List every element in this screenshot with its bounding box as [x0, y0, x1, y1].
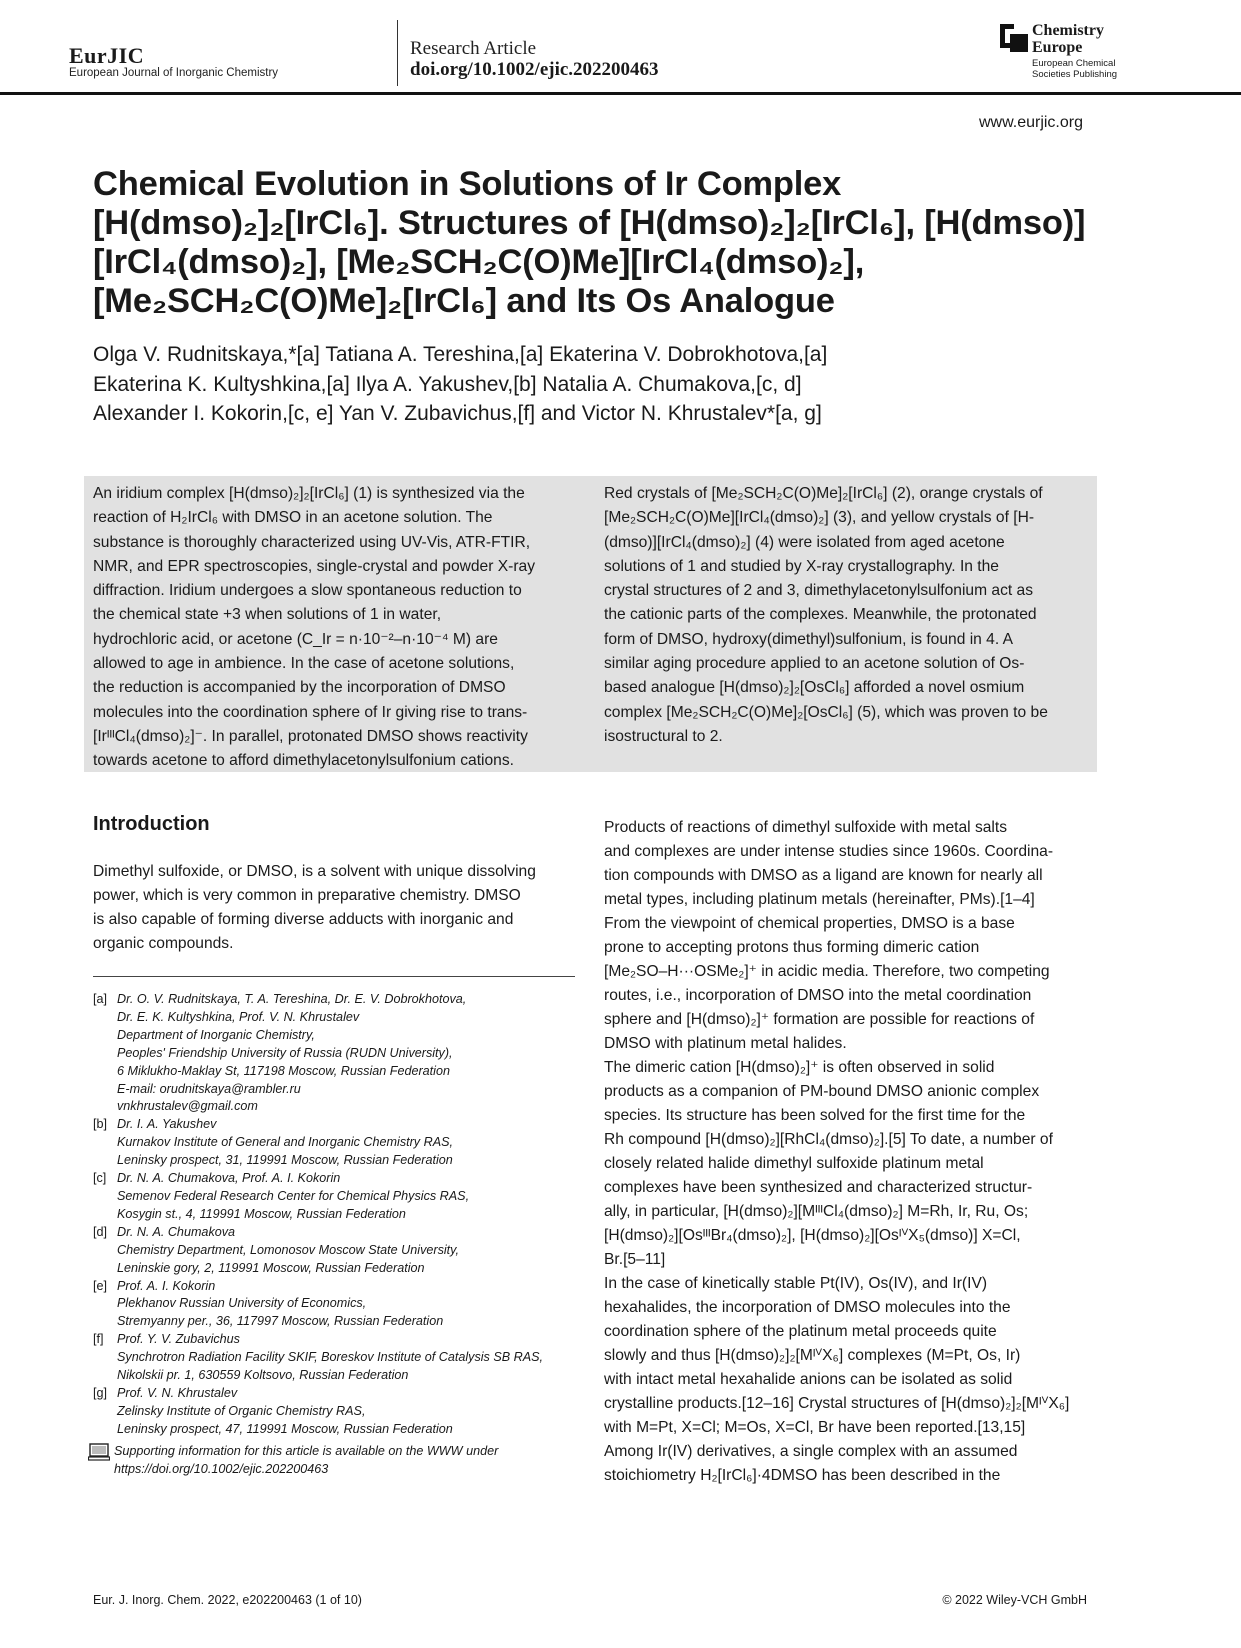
journal-website-link[interactable]: www.eurjic.org [978, 114, 1083, 131]
section-heading-introduction: Introduction [93, 813, 210, 835]
author-line: Olga V. Rudnitskaya,*[a] Tatiana A. Tereshina,[a] Ekaterina V. Dobrokhotova,[a] [93, 343, 828, 366]
journal-short-name: EurJIC [69, 43, 145, 68]
abstract-right-column: Red crystals of [Me₂SCH₂C(O)Me]₂[IrCl₆] (2), orange crystals of [Me₂SCH₂C(O)Me][IrCl₄(dmso)₂] (3), and yellow crystals of [H- (dmso)][IrCl₄(dmso)₂] (4) were isolated from aged acetone solutions of 1 and studied by X-ray crystallography. In the crystal structures of 2 and 3, dimethylacetonylsulfonium act as the cationic parts of the complexes. Meanwhile, the protonated form of DMSO, hydroxy(dimethyl)sulfonium, is found in 4. A similar aging procedure applied to an acetone solution of Os- based analogue [H(dmso)₂]₂[OsCl₆] afforded a novel osmium complex [Me₂SCH₂C(O)Me]₂[OsCl₆] (5), which was proven to be isostructural to 2. [604, 485, 1048, 745]
affiliation-item: [b] Dr. I. A. Yakushev Kurnakov Institute of General and Inorganic Chemistry RAS, Leninsky prospect, 31, 119991 Moscow, Russian Federation [93, 1117, 453, 1168]
supporting-info-text[interactable]: Supporting information for this article is available on the WWW under https://doi.org/10.1002/ejic.202200463 [114, 1444, 499, 1476]
article-title: Chemical Evolution in Solutions of Ir Complex [H(dmso)₂]₂[IrCl₆]. Structures of [H(dmso)₂]₂[IrCl₆], [H(dmso)][IrCl₄(dmso)₂], [Me₂SCH₂C(O)Me][IrCl₄(dmso)₂], [Me₂SCH₂C(O)Me]₂[IrCl₆] and Its Os Analogue [93, 165, 1086, 320]
author-line: Alexander I. Kokorin,[c, e] Yan V. Zubavichus,[f] and Victor N. Khrustalev*[a, g] [93, 402, 822, 425]
affiliation-item: [a] Dr. O. V. Rudnitskaya, T. A. Tereshina, Dr. E. V. Dobrokhotova, Dr. E. K. Kultyshkina, Prof. V. N. Khrustalev Department of Inorganic Chemistry, Peoples' Friendship University of Russia (RUDN University), 6 Miklukho-Maklay St, 117198 Moscow, Russian Federation E-mail: orudnitskaya@rambler.ru vnkhrustalev@gmail.com [93, 992, 467, 1114]
publisher-logo [1000, 22, 1140, 84]
affiliation-item: [f] Prof. Y. V. Zubavichus Synchrotron Radiation Facility SKIF, Boreskov Institute of Catalysis SB RAS, Nikolskii pr. 1, 630559 Koltsovo, Russian Federation [93, 1332, 544, 1383]
footnote-separator [93, 976, 575, 977]
journal-full-name: European Journal of Inorganic Chemistry [69, 67, 279, 79]
author-list [93, 340, 1093, 429]
header-rule [0, 92, 1241, 95]
supporting-info-note [88, 1443, 580, 1479]
doi-link[interactable]: doi.org/10.1002/ejic.202200463 [410, 59, 659, 80]
affiliation-item: [c] Dr. N. A. Chumakova, Prof. A. I. Kokorin Semenov Federal Research Center for Chemical Physics RAS, Kosygin st., 4, 119991 Moscow, Russian Federation [93, 1171, 470, 1221]
intro-paragraph: Dimethyl sulfoxide, or DMSO, is a solvent with unique dissolving power, which is very common in preparative chemistry. DMSO is also capable of forming diverse adducts with inorganic and organic compounds. [93, 863, 536, 952]
publisher-name: Chemistry Europe [1032, 22, 1104, 56]
affiliations [93, 991, 583, 1439]
footer-citation: Eur. J. Inorg. Chem. 2022, e202200463 (1 of 10) [93, 1593, 362, 1607]
abstract-left-column: An iridium complex [H(dmso)₂]₂[IrCl₆] (1) is synthesized via the reaction of H₂IrCl₆ with DMSO in an acetone solution. The substance is thoroughly characterized using UV-Vis, ATR-FTIR, NMR, and EPR spectroscopies, single-crystal and powder X-ray diffraction. Iridium undergoes a slow spontaneous reduction to the chemical state +3 when solutions of 1 in water, hydrochloric acid, or acetone (C_Ir = n·10⁻²–n·10⁻⁴ M) are allowed to age in ambience. In the case of acetone solutions, the reduction is accompanied by the incorporation of DMSO molecules into the coordination sphere of Ir giving rise to trans- [IrᴵᴵᴵCl₄(dmso)₂]⁻. In parallel, protonated DMSO shows reactivity towards acetone to afford dimethylacetonylsulfonium cations. [93, 485, 536, 770]
affiliation-item: [e] Prof. A. I. Kokorin Plekhanov Russian University of Economics, Stremyanny per., 36, 117997 Moscow, Russian Federation [93, 1278, 444, 1329]
affiliation-item: [d] Dr. N. A. Chumakova Chemistry Department, Lomonosov Moscow State University, Leninskie gory, 2, 119991 Moscow, Russian Federation [93, 1224, 460, 1275]
affiliation-item: [g] Prof. V. N. Khrustalev Zelinsky Institute of Organic Chemistry RAS, Leninsky prospect, 47, 119991 Moscow, Russian Federation [93, 1385, 453, 1436]
chemistry-europe-logo-icon [1000, 24, 1030, 54]
computer-icon [88, 1443, 114, 1479]
author-line: Ekaterina K. Kultyshkina,[a] Ilya A. Yakushev,[b] Natalia A. Chumakova,[c, d] [93, 372, 802, 396]
intro-right-column: Products of reactions of dimethyl sulfoxide with metal salts and complexes are under intense studies since 1960s. Coordina- tion compounds with DMSO as a ligand are known for nearly all metal types, including platinum metals (hereinafter, PMs).[1–4] From the viewpoint of chemical properties, DMSO is a base prone to accepting protons thus forming dimeric cation [Me₂SO–H···OSMe₂]⁺ in acidic media. Therefore, two competing routes, i.e., incorporation of DMSO into the metal coordination sphere and [H(dmso)₂]⁺ formation are possible for reactions of DMSO with platinum metal halides. The dimeric cation [H(dmso)₂]⁺ is often observed in solid products as a companion of PM-bound DMSO anionic complex species. Its structure has been solved for the first time for the Rh compound [H(dmso)₂][RhCl₄(dmso)₂].[5] To date, a number of closely related halide dimethyl sulfoxide platinum metal complexes have been synthesized and characterized structur- ally, in particular, [H(dmso)₂][MᴵᴵᴵCl₄(dmso)₂] M=Rh, Ir, Ru, Os; [H(dmso)₂][OsᴵᴵᴵBr₄(dmso)₂], [H(dmso)₂][OsᴵⱽX₅(dmso)] X=Cl, Br.[5–11] In the case of kinetically stable Pt(IV), Os(IV), and Ir(IV) hexahalides, the incorporation of DMSO molecules into the coordination sphere of the platinum metal proceeds quite slowly and thus [H(dmso)₂]₂[MᴵⱽX₆] complexes (M=Pt, Os, Ir) with intact metal hexahalide anions can be isolated as solid crystalline products.[12–16] Crystal structures of [H(dmso)₂]₂[MᴵⱽX₆] with M=Pt, X=Cl; M=Os, X=Cl, Br have been reported.[13,15] Among Ir(IV) derivatives, a single complex with an assumed stoichiometry H₂[IrCl₆]·4DMSO has been described in the [604, 819, 1070, 1484]
publisher-subtitle: European Chemical Societies Publishing [1032, 58, 1118, 80]
footer-copyright: © 2022 Wiley-VCH GmbH [942, 1593, 1087, 1607]
abstract-box [84, 476, 1097, 772]
header-divider [397, 20, 398, 86]
article-type: Research Article [410, 38, 537, 59]
